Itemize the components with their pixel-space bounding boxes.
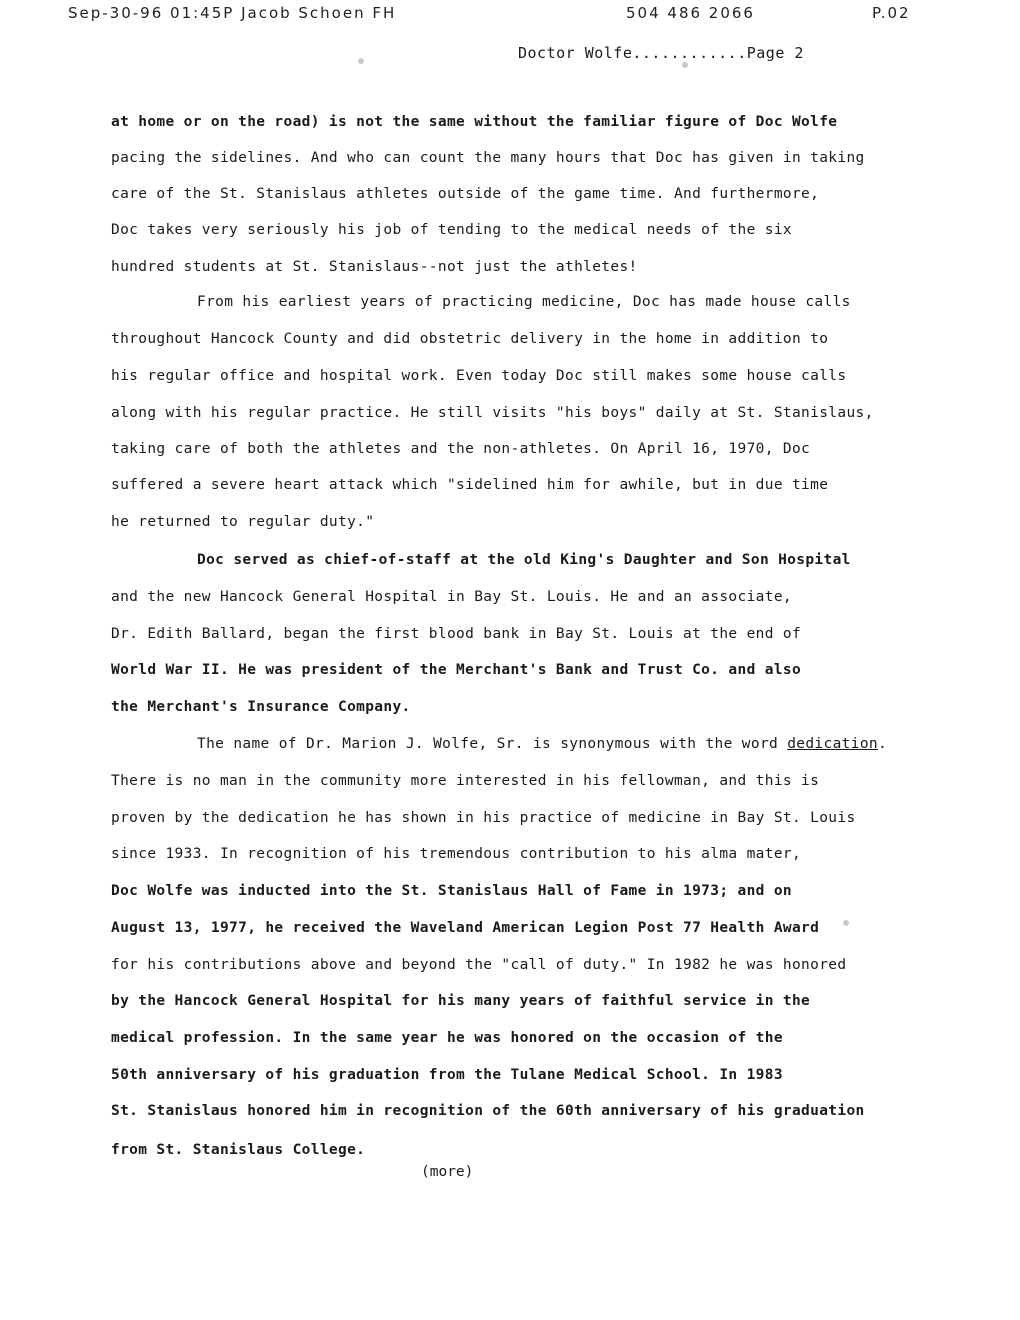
fax-page-number: P.02 (872, 4, 911, 22)
body-line: August 13, 1977, he received the Waveland American Legion Post 77 Health Award (111, 920, 820, 936)
body-line: There is no man in the community more interested in his fellowman, and this is (111, 773, 820, 789)
fax-smudge (682, 62, 688, 68)
body-line (197, 733, 887, 755)
body-line: along with his regular practice. He still visits "his boys" daily at St. Stanislaus, (111, 405, 874, 421)
running-page-header: Doctor Wolfe............Page 2 (518, 44, 804, 62)
body-line: World War II. He was president of the Merchant's Bank and Trust Co. and also (111, 662, 802, 678)
fax-sender-line: Sep-30-96 01:45P Jacob Schoen FH (68, 4, 397, 22)
body-line: since 1933. In recognition of his tremendous contribution to his alma mater, (111, 846, 802, 862)
body-line: the Merchant's Insurance Company. (111, 699, 411, 715)
body-line: St. Stanislaus honored him in recognition of the 60th anniversary of his graduation (111, 1103, 865, 1119)
underlined-word: dedication (787, 736, 878, 752)
body-line: for his contributions above and beyond the "call of duty." In 1982 he was honored (111, 957, 847, 973)
body-line: proven by the dedication he has shown in his practice of medicine in Bay St. Louis (111, 810, 856, 826)
sentence-period: . (878, 736, 888, 752)
fax-smudge (843, 920, 849, 926)
body-line: pacing the sidelines. And who can count the many hours that Doc has given in taking (111, 150, 865, 166)
body-line: Dr. Edith Ballard, began the first blood bank in Bay St. Louis at the end of (111, 626, 802, 642)
body-line: Doc served as chief-of-staff at the old King's Daughter and Son Hospital (197, 552, 851, 568)
body-line: hundred students at St. Stanislaus--not just the athletes! (111, 259, 638, 275)
body-line: from St. Stanislaus College. (111, 1142, 366, 1158)
body-line: From his earliest years of practicing medicine, Doc has made house calls (197, 294, 851, 310)
body-line: suffered a severe heart attack which "sidelined him for awhile, but in due time (111, 477, 829, 493)
body-line: Doc takes very seriously his job of tending to the medical needs of the six (111, 222, 792, 238)
body-line: Doc Wolfe was inducted into the St. Stanislaus Hall of Fame in 1973; and on (111, 883, 792, 899)
body-line: by the Hancock General Hospital for his many years of faithful service in the (111, 993, 811, 1009)
body-line: throughout Hancock County and did obstetric delivery in the home in addition to (111, 331, 829, 347)
body-line: and the new Hancock General Hospital in Bay St. Louis. He and an associate, (111, 589, 792, 605)
continuation-marker: (more) (421, 1164, 474, 1180)
body-line: medical profession. In the same year he was honored on the occasion of the (111, 1030, 783, 1046)
body-line: 50th anniversary of his graduation from the Tulane Medical School. In 1983 (111, 1067, 783, 1083)
fax-phone-number: 504 486 2066 (626, 4, 755, 22)
body-line: care of the St. Stanislaus athletes outside of the game time. And furthermore, (111, 186, 820, 202)
fax-smudge (358, 58, 364, 64)
body-line: taking care of both the athletes and the non-athletes. On April 16, 1970, Doc (111, 441, 811, 457)
body-line: at home or on the road) is not the same without the familiar figure of Doc Wolfe (111, 114, 838, 130)
body-line: he returned to regular duty." (111, 514, 375, 530)
fax-transmission-header (0, 4, 1020, 28)
body-line: his regular office and hospital work. Even today Doc still makes some house calls (111, 368, 847, 384)
body-line-text: The name of Dr. Marion J. Wolfe, Sr. is synonymous with the word (197, 736, 788, 752)
